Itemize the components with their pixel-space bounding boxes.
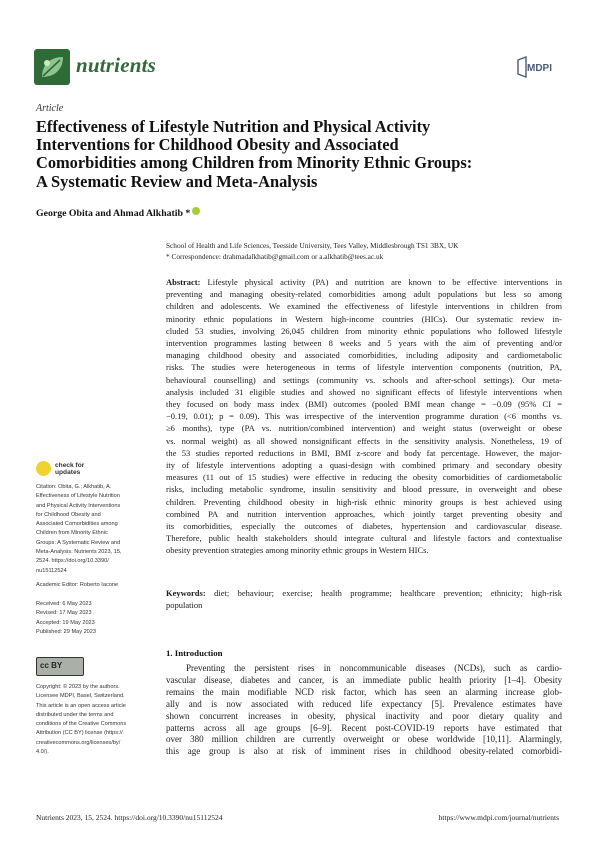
copyright-line: Licensee MDPI, Basel, Switzerland. [36,693,125,700]
abstract-line: vs. normal weight) as all showed nonsignificant effects in the sensitivity analysis. Nonetheless, 19 of [166,435,562,446]
author-names: George Obita and Ahmad Alkhatib * [36,208,191,219]
check-updates-icon [36,461,51,476]
check-for-updates-button[interactable] [36,461,100,479]
abstract-line: −0.19, 0.01); p = 0.09). This was irrespective of the intervention programme duration (<6 months vs. [166,411,562,422]
academic-editor: Academic Editor: Roberto Iacone [36,582,119,588]
date-received: Received: 6 May 2023 [36,601,92,607]
copyright-line: conditions of the Creative Commons [36,721,127,728]
keywords-label: Keywords: [166,588,206,598]
abstract-line: ity of lifestyle interventions adopting a quasi-design with combined primary and secondary obesity [166,460,562,471]
intro-line: shown concurrent increases in obesity, physical inactivity and poor dietary quality and [166,710,562,721]
citation-line: Effectiveness of Lifestyle Nutrition [36,493,120,500]
citation-line: Associated Comorbidities among [36,521,118,528]
intro-line: ally and is now associated with reduced life expectancy [5]. Prevalence estimates have [166,698,562,709]
title-line: Interventions for Childhood Obesity and Associated [36,135,399,155]
citation-line: for Childhood Obesity and [36,511,101,518]
intro-line: patterns across all age groups [6–9]. Recent post-COVID-19 reports have estimated that [166,722,562,733]
abstract-line: analysis included 31 eligible studies and showed no significant effects of lifestyle interventions when [166,386,562,397]
article-type: Article [36,103,64,114]
abstract-line: children. Preventing childhood obesity in high-risk ethnic minority groups is best achieved using [166,496,562,507]
abstract-line: Abstract: Lifestyle physical activity (PA) and nutrition are known to be effective interventions in [166,277,562,287]
introduction-body [166,663,562,758]
abstract-line: intervention programmes lasting between 8 weeks and 5 years with the aim of preventing and/or [166,338,562,349]
copyright-line: Copyright: © 2023 by the authors. [36,684,120,690]
leaf-icon [34,49,70,85]
copyright-line: This article is an open access article [36,702,126,709]
copyright-line: distributed under the terms and [36,711,114,718]
intro-line: vascular disease, diabetes and cancer, is an immediate public health priority [1–4]. Obesity [166,674,562,685]
title-line: A Systematic Review and Meta-Analysis [36,171,318,191]
abstract-label: Abstract: [166,277,201,287]
correspondence[interactable]: * Correspondence: drahmadalkhatib@gmail.com or a.alkhatib@tees.ac.uk [166,251,384,261]
check-updates-line: updates [55,469,81,476]
page-title [36,118,560,191]
journal-name: nutrients [76,53,157,77]
citation-line: and Physical Activity Interventions [36,502,121,509]
dates-block [36,600,142,637]
title-line: Comorbidities among Children from Minority Ethnic Groups: [36,153,473,173]
license-link[interactable]: creativecommons.org/licenses/by/ [36,739,121,746]
check-updates-line: check for [55,462,85,469]
abstract-line: Therefore, public health stakeholders should integrate cultural and lifestyle factors and contextualise [166,533,562,544]
publisher-name: MDPI [527,63,552,74]
date-revised: Revised: 17 May 2023 [36,610,92,617]
title-line: Effectiveness of Lifestyle Nutrition and Physical Activity [36,117,431,136]
abstract-line: its comorbidities, especially the outcomes of diabetes, hypertension and cardiovascular disease. [166,521,562,532]
abstract-line: they focused on body mass index (BMI) outcomes (pooled BMI mean change = −0.09 (95% CI = [166,399,562,410]
abstract-line: managing childhood obesity and associated comorbidities, including adiposity and cardiometabolic [166,350,562,361]
footer-citation: Nutrients 2023, 15, 2524. https://doi.org/10.3390/nu15112524 [36,813,223,822]
citation-block [36,483,142,576]
cc-by-icon: cc BY [40,661,63,670]
affiliation-block [166,241,458,262]
cc-license-badge[interactable] [36,657,84,676]
abstract-line: measures (11 out of 15 studies) were effective in reducing the obesity comorbidities of cardiometabolic [166,472,562,483]
citation-doi-link[interactable]: 2524. https://doi.org/10.3390/ [36,558,109,565]
citation-doi-link[interactable]: nu15112524 [36,567,67,574]
copyright-block [36,683,142,757]
intro-line: remains the main modifiable NCD risk factor, which has seen an alarming increase glob- [166,686,562,697]
affiliation: School of Health and Life Sciences, Teesside University, Tees Valley, Middlesbrough TS1 3BX, UK [166,241,459,250]
footer-journal-link[interactable]: https://www.mdpi.com/journal/nutrients [438,813,559,822]
keywords-line: Keywords: diet; behaviour; exercise; health programme; healthcare prevention; ethnicity; high-risk [166,588,562,598]
citation-line: Citation: Obita, G.; Alkhatib, A. [36,484,112,490]
authors [36,207,200,219]
abstract-line: risks. The studies were heterogeneous in terms of lifestyle intervention components (nutrition, PA, [166,362,562,373]
intro-line: over 380 million children are currently overweight or obese worldwide [10,11]. Alarmingly, [166,734,562,745]
abstract-line: obesity prevention strategies among minority ethnic groups in Western HICs. [166,545,429,556]
abstract-line: combined PA and nutrition intervention approaches, which jointly target preventing obesity and [166,508,562,519]
date-accepted: Accepted: 19 May 2023 [36,619,95,626]
intro-line: Preventing the persistent rises in noncommunicable diseases (NCDs), such as cardio- [186,663,562,673]
abstract [166,276,562,557]
abstract-line: the 53 studies reported reductions in BMI, BMI z-score and body fat percentage. However, the major- [166,447,562,458]
abstract-line: behavioural counselling) and settings (community vs. schools and after-school settings). Our meta- [166,374,562,385]
abstract-line: minority ethnic populations in Western high-income countries (HICs). Our systematic review in- [166,313,562,324]
copyright-line: Attribution (CC BY) license (https:// [36,730,123,737]
intro-line: this age group is also at risk of imminent rises in childhood obesity-related comorbidi- [166,746,562,757]
citation-line: Meta-Analysis. Nutrients 2023, 15, [36,549,122,556]
journal-logo [34,49,70,85]
date-published: Published: 29 May 2023 [36,628,97,635]
keywords-line: population [166,600,203,611]
section-heading: 1. Introduction [166,648,223,658]
abstract-line: children and adolescents. We examined the effectiveness of lifestyle interventions in children from [166,301,562,312]
abstract-line: preventing and managing obesity-related comorbidities among adult populations but less so among [166,289,562,300]
abstract-line: ≥6 months), type (PA vs. nutrition/combined intervention) and weight status (overweight or obese [166,423,562,434]
citation-line: Groups: A Systematic Review and [36,539,121,546]
keywords [166,587,562,611]
orcid-icon[interactable] [192,207,200,215]
license-link[interactable]: 4.0/). [36,749,49,756]
citation-line: Children from Minority Ethnic [36,530,108,537]
mdpi-logo [516,56,558,78]
abstract-line: risks, including metabolic syndrome, insulin sensitivity and blood pressure, in overweight and obese [166,484,562,495]
abstract-line: cluded 53 studies, involving 26,045 children from minority ethnic populations who followed lifestyle [166,325,562,336]
